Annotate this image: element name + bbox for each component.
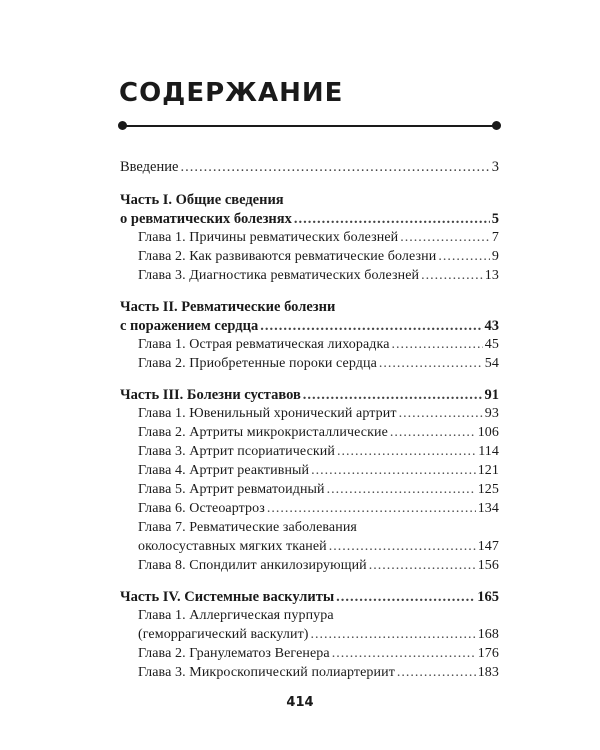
toc-chapter-page: 106: [477, 425, 499, 440]
toc-part-page: 91: [484, 387, 499, 403]
toc-chapter-page: 13: [484, 268, 499, 283]
toc-chapter-page: 156: [477, 558, 499, 573]
toc-chapter-page: 147: [477, 539, 499, 554]
leader-dots: [329, 538, 476, 556]
rule-dot-right: [492, 121, 501, 130]
toc-chapter-page: 134: [477, 501, 499, 516]
toc-chapter-title: Глава 2. Артриты микрокристаллические: [138, 425, 388, 440]
toc-part-title-line1: Часть I. Общие сведения: [120, 192, 284, 208]
page-title: СОДЕРЖАНИЕ: [119, 78, 344, 108]
toc-chapter-page: 114: [478, 444, 499, 459]
leader-dots: [379, 355, 483, 373]
toc-chapter-title-line1[interactable]: [138, 607, 499, 625]
toc-part-title: Часть IV. Системные васкулиты: [120, 589, 335, 605]
toc-chapter[interactable]: [138, 248, 499, 266]
toc-part-title: Часть III. Болезни суставов: [120, 387, 301, 403]
toc-chapter-page: 168: [477, 627, 499, 642]
toc-chapter-title: Глава 1. Причины ревматических болезней: [138, 230, 399, 245]
leader-dots: [260, 317, 482, 335]
leader-dots: [400, 229, 490, 247]
toc-chapter-title: Глава 8. Спондилит анкилозирующий: [138, 558, 367, 573]
toc-chapter[interactable]: [138, 462, 499, 480]
leader-dots: [336, 588, 475, 606]
toc-entry-page: 3: [491, 159, 499, 175]
toc-chapter-page: 125: [477, 482, 499, 497]
toc-chapter-page: 93: [484, 406, 499, 421]
toc-part-page: 165: [477, 589, 499, 605]
toc-part-4[interactable]: [120, 588, 499, 606]
page-number: 414: [286, 695, 314, 710]
leader-dots: [332, 645, 476, 663]
toc-part-title-line2: с поражением сердца: [120, 318, 259, 334]
toc-part-1-title[interactable]: [120, 191, 499, 209]
toc-chapter-title: Глава 2. Как развиваются ревматические болезни: [138, 249, 437, 264]
leader-dots: [311, 462, 476, 480]
leader-dots: [337, 443, 476, 461]
toc-chapter-title: Глава 5. Артрит ревматоидный: [138, 482, 325, 497]
leader-dots: [267, 500, 476, 518]
toc-chapter[interactable]: [138, 443, 499, 461]
leader-dots: [294, 210, 490, 228]
toc-part-2[interactable]: [120, 317, 499, 335]
toc-chapter[interactable]: [138, 229, 499, 247]
leader-dots: [303, 386, 483, 404]
leader-dots: [180, 158, 489, 176]
toc-chapter[interactable]: [138, 500, 499, 518]
toc-chapter-title: Глава 4. Артрит реактивный: [138, 463, 310, 478]
toc-chapter-title: Глава 7. Ревматические заболевания: [138, 520, 357, 535]
toc-part-3[interactable]: [120, 386, 499, 404]
toc-chapter-title: Глава 3. Артрит псориатический: [138, 444, 335, 459]
toc-chapter[interactable]: [138, 557, 499, 575]
toc-chapter[interactable]: [138, 336, 499, 354]
toc-entry-intro[interactable]: [120, 158, 499, 176]
leader-dots: [392, 336, 483, 354]
toc-chapter-page: 54: [484, 356, 499, 371]
toc-chapter[interactable]: [138, 481, 499, 499]
toc-chapter[interactable]: [138, 267, 499, 285]
toc-entry-title: Введение: [120, 159, 179, 175]
leader-dots: [390, 424, 476, 442]
leader-dots: [311, 626, 476, 644]
leader-dots: [399, 405, 483, 423]
toc-chapter-title: Глава 6. Остеоартроз: [138, 501, 265, 516]
leader-dots: [397, 664, 476, 682]
toc-chapter-title: (геморрагический васкулит): [138, 627, 309, 642]
toc-chapter-title: Глава 1. Ювенильный хронический артрит: [138, 406, 397, 421]
toc-chapter[interactable]: [138, 405, 499, 423]
toc-chapter[interactable]: [138, 664, 499, 682]
toc-chapter-title: Глава 2. Гранулематоз Вегенера: [138, 646, 330, 661]
toc-chapter-page: 121: [477, 463, 499, 478]
leader-dots: [327, 481, 476, 499]
leader-dots: [369, 557, 476, 575]
leader-dots: [421, 267, 483, 285]
toc-chapter-title: околосуставных мягких тканей: [138, 539, 327, 554]
toc-chapter-page: 9: [491, 249, 499, 264]
toc-chapter-page: 183: [477, 665, 499, 680]
toc-chapter-title: Глава 3. Диагностика ревматических болезней: [138, 268, 420, 283]
toc-part-page: 43: [484, 318, 499, 334]
toc-chapter-page: 7: [491, 230, 499, 245]
toc-chapter[interactable]: [138, 424, 499, 442]
toc-chapter-page: 176: [477, 646, 499, 661]
toc-chapter-title: Глава 2. Приобретенные пороки сердца: [138, 356, 377, 371]
toc-chapter-title: Глава 3. Микроскопический полиартериит: [138, 665, 395, 680]
toc-chapter[interactable]: [138, 355, 499, 373]
toc-chapter[interactable]: [138, 645, 499, 663]
toc-chapter[interactable]: [138, 538, 499, 556]
toc-chapter-title: Глава 1. Острая ревматическая лихорадка: [138, 337, 390, 352]
toc-chapter[interactable]: [138, 626, 499, 644]
toc-chapter-page: 45: [484, 337, 499, 352]
toc-part-2-title[interactable]: [120, 298, 499, 316]
toc-part-1[interactable]: [120, 210, 499, 228]
toc-chapter-title: Глава 1. Аллергическая пурпура: [138, 608, 334, 623]
leader-dots: [438, 248, 490, 266]
toc-part-page: 5: [491, 211, 499, 227]
toc-part-title-line1: Часть II. Ревматические болезни: [120, 299, 336, 315]
toc-part-title-line2: о ревматических болезнях: [120, 211, 292, 227]
title-divider: [124, 125, 496, 127]
toc-chapter-title-line1[interactable]: [138, 519, 499, 537]
